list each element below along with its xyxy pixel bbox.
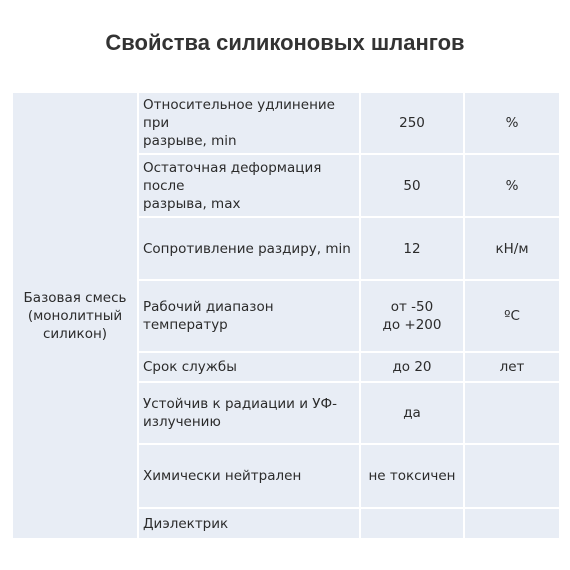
table-row: [12, 92, 560, 154]
value-cell: не токсичен: [360, 444, 464, 508]
unit-cell: %: [464, 92, 560, 154]
properties-table: [11, 91, 561, 540]
unit-cell: [464, 508, 560, 539]
unit-cell: ºС: [464, 280, 560, 352]
unit-cell: лет: [464, 352, 560, 382]
property-text: разрыве, min: [143, 133, 237, 149]
value-cell: 50: [360, 154, 464, 217]
page-title: Свойства силиконовых шлангов: [105, 30, 465, 55]
unit-cell: [464, 382, 560, 444]
unit-cell: [464, 444, 560, 508]
property-cell: [138, 280, 360, 352]
value-cell: [360, 280, 464, 352]
property-cell: [138, 217, 360, 280]
property-cell: [138, 154, 360, 217]
property-text: Относительное удлинение при: [143, 97, 335, 131]
property-text: Химически нейтрален: [143, 468, 302, 484]
property-text: Диэлектрик: [143, 515, 229, 532]
property-cell: [138, 92, 360, 154]
property-cell: [138, 352, 360, 382]
property-text: Срок службы: [143, 359, 237, 375]
value-text: от -50: [390, 299, 434, 315]
value-cell: до 20: [360, 352, 464, 382]
base-mix-line: Базовая смесь: [23, 289, 127, 306]
value-cell: 12: [360, 217, 464, 280]
property-text: разрыва, max: [143, 195, 241, 212]
property-text: Сопротивление раздиру, min: [143, 240, 351, 257]
base-mix-cell: [12, 92, 138, 539]
unit-cell: кН/м: [464, 217, 560, 280]
unit-cell: %: [464, 154, 560, 217]
value-cell: да: [360, 382, 464, 444]
value-cell: [360, 508, 464, 539]
property-cell: [138, 508, 360, 539]
property-text: Рабочий диапазон температур: [143, 299, 274, 333]
property-cell: [138, 444, 360, 508]
property-text: Устойчив к радиации и УФ-: [143, 396, 338, 412]
value-text: до +200: [382, 317, 442, 333]
base-mix-line: (монолитный: [27, 307, 123, 324]
base-mix-line: силикон): [42, 325, 108, 342]
property-text: излучению: [143, 414, 221, 430]
property-cell: [138, 382, 360, 444]
property-text: Остаточная деформация после: [143, 159, 322, 194]
value-cell: 250: [360, 92, 464, 154]
